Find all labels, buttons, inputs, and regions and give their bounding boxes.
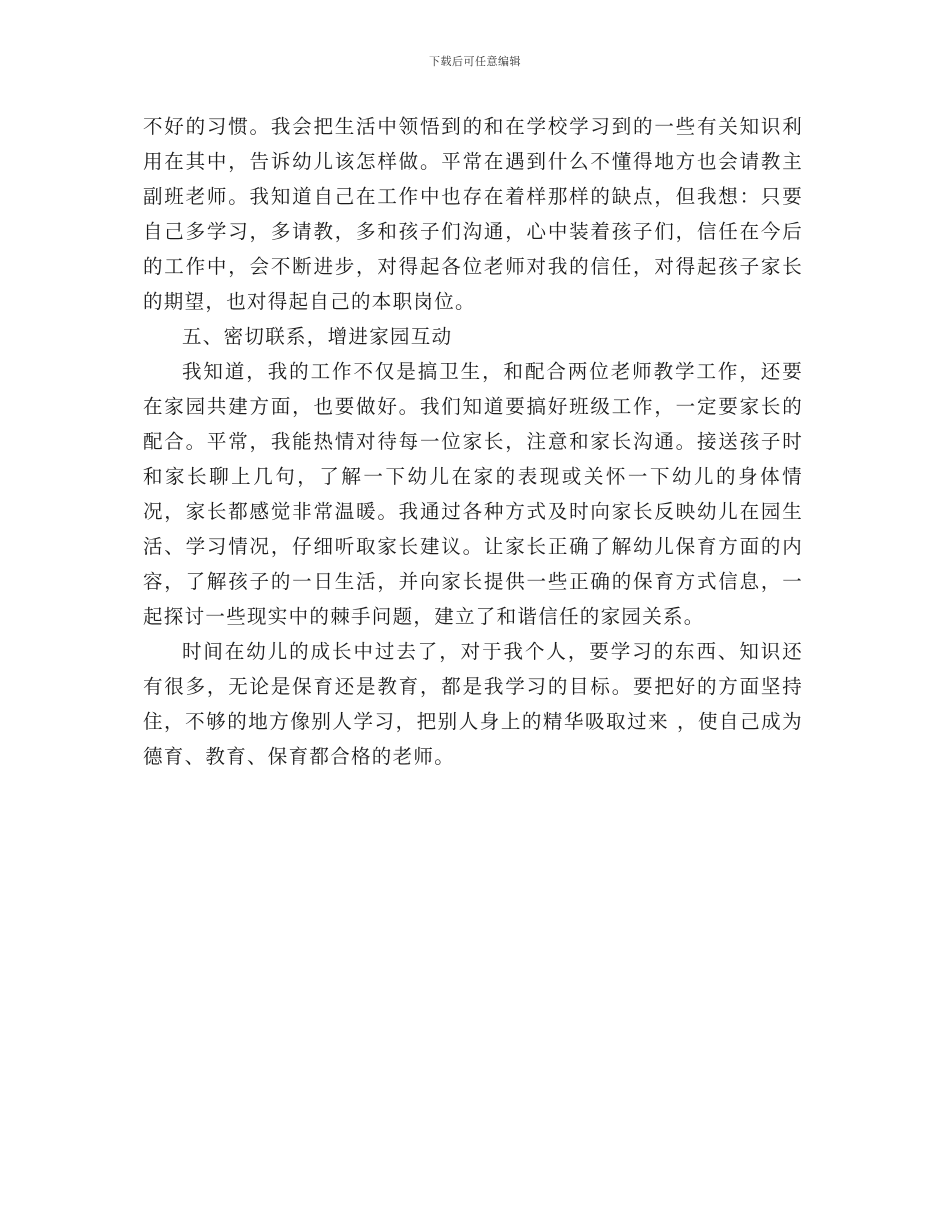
section-heading: 五、密切联系，增进家园互动 bbox=[182, 325, 453, 348]
paragraph-conclusion: 时间在幼儿的成长中过去了，对于我个人，要学习的东西、知识还有很多，无论是保育还是教育，都是我学习的目标。要把好的方面坚持住，不够的地方像别人学习，把别人身上的精华吸取过来 ，使自己成为德育、教育、保育都合格的老师。 bbox=[143, 640, 803, 768]
paragraph-continuation: 不好的习惯。我会把生活中领悟到的和在学校学习到的一些有关知识利用在其中，告诉幼儿该怎样做。平常在遇到什么不懂得地方也会请教主副班老师。我知道自己在工作中也存在着样那样的缺点，但我想：只要自己多学习，多请教，多和孩子们沟通，心中装着孩子们，信任在今后的工作中，会不断进步，对得起各位老师对我的信任，对得起孩子家长的期望，也对得起自己的本职岗位。 bbox=[143, 115, 803, 313]
paragraph-home-school: 我知道，我的工作不仅是搞卫生，和配合两位老师教学工作，还要在家园共建方面，也要做好。我们知道要搞好班级工作，一定要家长的配合。平常，我能热情对待每一位家长，注意和家长沟通。接送孩子时和家长聊上几句，了解一下幼儿在家的表现或关怀一下幼儿的身体情况，家长都感觉非常温暖。我通过各种方式及时向家长反映幼儿在园生活、学习情况，仔细听取家长建议。让家长正确了解幼儿保育方面的内容，了解孩子的一日生活，并向家长提供一些正确的保育方式信息，一起探讨一些现实中的棘手问题，建立了和谐信任的家园关系。 bbox=[143, 360, 803, 628]
document-body bbox=[143, 109, 803, 774]
page-header-note: 下载后可任意编辑 bbox=[429, 55, 521, 68]
